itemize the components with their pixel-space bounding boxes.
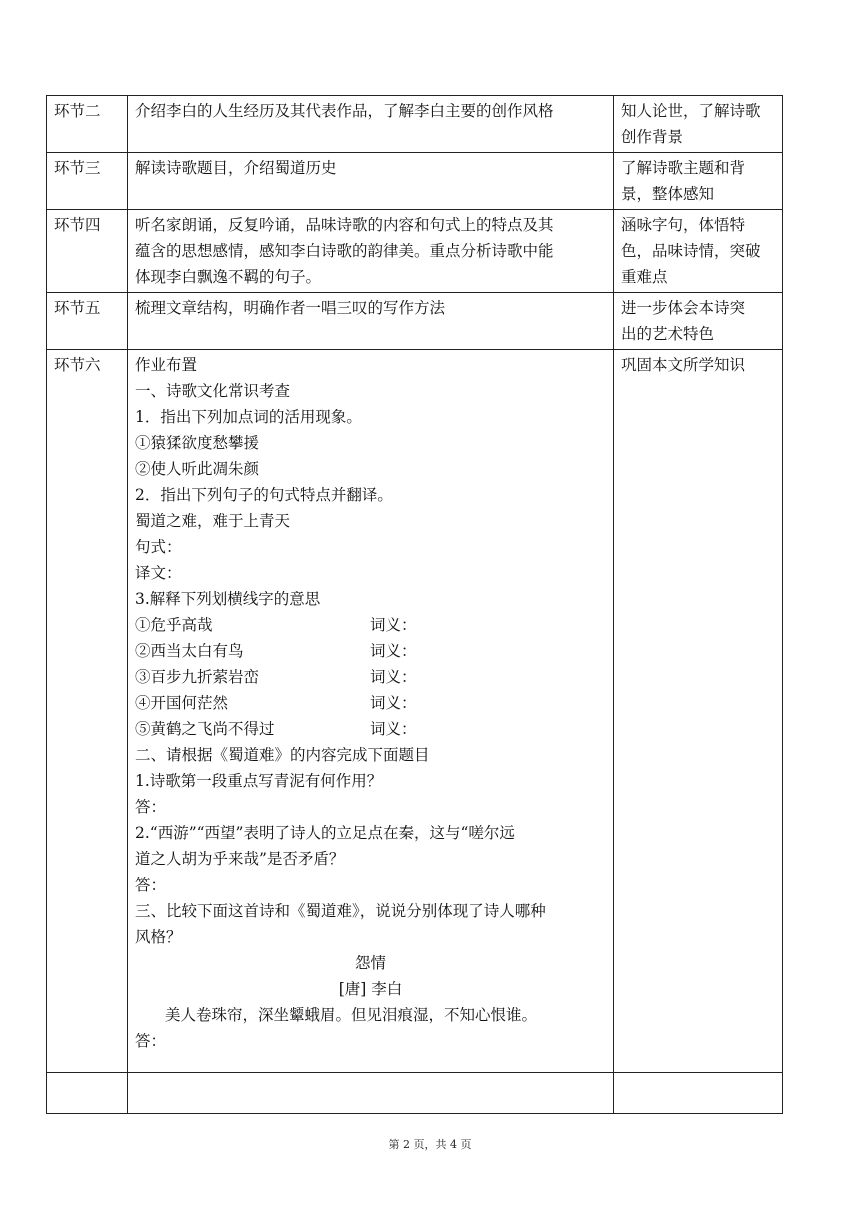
homework-content (128, 350, 614, 1073)
stage-content (128, 153, 614, 210)
stage-label: 环节五 (47, 293, 128, 350)
stage-label: 环节四 (47, 210, 128, 293)
section-2-heading: 二、请根据《蜀道难》的内容完成下面题目 (135, 746, 430, 764)
question-2: 2．指出下列句子的句式特点并翻译。 (135, 486, 393, 504)
stage-goal (614, 210, 783, 293)
lesson-plan-table (46, 95, 783, 1114)
goal-line: 巩固本文所学知识 (621, 356, 746, 374)
table-row (47, 210, 783, 293)
empty-cell (614, 1073, 783, 1114)
table-row (47, 96, 783, 153)
page-footer: 第 2 页，共 4 页 (388, 1138, 472, 1151)
poem-text: 美人卷珠帘，深坐颦蛾眉。但见泪痕湿，不知心恨谁。 (165, 1006, 538, 1024)
stage-goal (614, 293, 783, 350)
table-row-empty (47, 1073, 783, 1114)
stage-goal (614, 153, 783, 210)
question-2-answer-sentence-type: 句式： (135, 538, 182, 556)
stage-label: 环节二 (47, 96, 128, 153)
empty-cell (47, 1073, 128, 1114)
question-3-item (135, 612, 606, 638)
stage-label: 环节六 (47, 350, 128, 1073)
empty-cell (128, 1073, 614, 1114)
question-3-item-label: 词义： (370, 720, 417, 738)
content-line: 体现李白飘逸不羁的句子。 (135, 268, 322, 286)
question-1-item: ②使人听此凋朱颜 (135, 460, 260, 478)
table-row (47, 293, 783, 350)
section-2-question-2-cont: 道之人胡为乎来哉”是否矛盾？ (135, 850, 345, 868)
content-line: 听名家朗诵，反复吟诵，品味诗歌的内容和句式上的特点及其 (135, 216, 554, 234)
stage-content (128, 293, 614, 350)
goal-line: 创作背景 (621, 128, 684, 146)
poem-author: [唐] 李白 (338, 980, 403, 998)
answer-label: 答： (135, 798, 167, 816)
answer-label: 答： (135, 876, 167, 894)
question-3-item-label: 词义： (370, 668, 417, 686)
stage-goal (614, 350, 783, 1073)
section-3-heading-cont: 风格？ (135, 928, 182, 946)
question-1-item: ①猿猱欲度愁攀援 (135, 434, 260, 452)
content-line: 解读诗歌题目，介绍蜀道历史 (135, 159, 337, 177)
content-line: 介绍李白的人生经历及其代表作品，了解李白主要的创作风格 (135, 102, 554, 120)
question-3-item-text: ④开国何茫然 (135, 694, 229, 712)
content-line: 蕴含的思想感情，感知李白诗歌的韵律美。重点分析诗歌中能 (135, 242, 554, 260)
goal-line: 涵咏字句，体悟特 (621, 216, 746, 234)
stage-label: 环节三 (47, 153, 128, 210)
question-3-item (135, 638, 606, 664)
question-3-item (135, 664, 606, 690)
question-1: 1．指出下列加点词的活用现象。 (135, 408, 362, 426)
goal-line: 色，品味诗情，突破 (621, 242, 761, 260)
question-3-item-label: 词义： (370, 616, 417, 634)
question-3-item (135, 716, 606, 742)
question-3: 3.解释下列划横线字的意思 (135, 590, 321, 608)
section-3-heading: 三、比较下面这首诗和《蜀道难》，说说分别体现了诗人哪种 (135, 902, 546, 920)
question-3-item-text: ③百步九折萦岩峦 (135, 668, 260, 686)
table-row (47, 153, 783, 210)
question-3-item-label: 词义： (370, 642, 417, 660)
goal-line: 知人论世，了解诗歌 (621, 102, 761, 120)
question-3-item-label: 词义： (370, 694, 417, 712)
question-2-sentence: 蜀道之难，难于上青天 (135, 512, 291, 530)
stage-content (128, 96, 614, 153)
table-row-homework (47, 350, 783, 1073)
goal-line: 了解诗歌主题和背 (621, 159, 746, 177)
goal-line: 景，整体感知 (621, 185, 715, 203)
stage-content (128, 210, 614, 293)
section-1-heading: 一、诗歌文化常识考查 (135, 382, 291, 400)
section-2-question-2: 2.“西游”“西望”表明了诗人的立足点在秦，这与“嗟尔远 (135, 824, 515, 842)
question-3-item-text: ①危乎高哉 (135, 616, 213, 634)
goal-line: 重难点 (621, 268, 668, 286)
goal-line: 进一步体会本诗突 (621, 299, 746, 317)
section-2-question-1: 1.诗歌第一段重点写青泥有何作用？ (135, 772, 383, 790)
question-3-item (135, 690, 606, 716)
goal-line: 出的艺术特色 (621, 325, 715, 343)
content-line: 梳理文章结构，明确作者一唱三叹的写作方法 (135, 299, 446, 317)
stage-goal (614, 96, 783, 153)
answer-label: 答： (135, 1032, 167, 1050)
homework-title: 作业布置 (135, 356, 198, 374)
poem-title: 怨情 (354, 954, 386, 972)
question-3-item-text: ⑤黄鹤之飞尚不得过 (135, 720, 275, 738)
question-2-answer-translation: 译文： (135, 564, 182, 582)
question-3-item-text: ②西当太白有鸟 (135, 642, 244, 660)
